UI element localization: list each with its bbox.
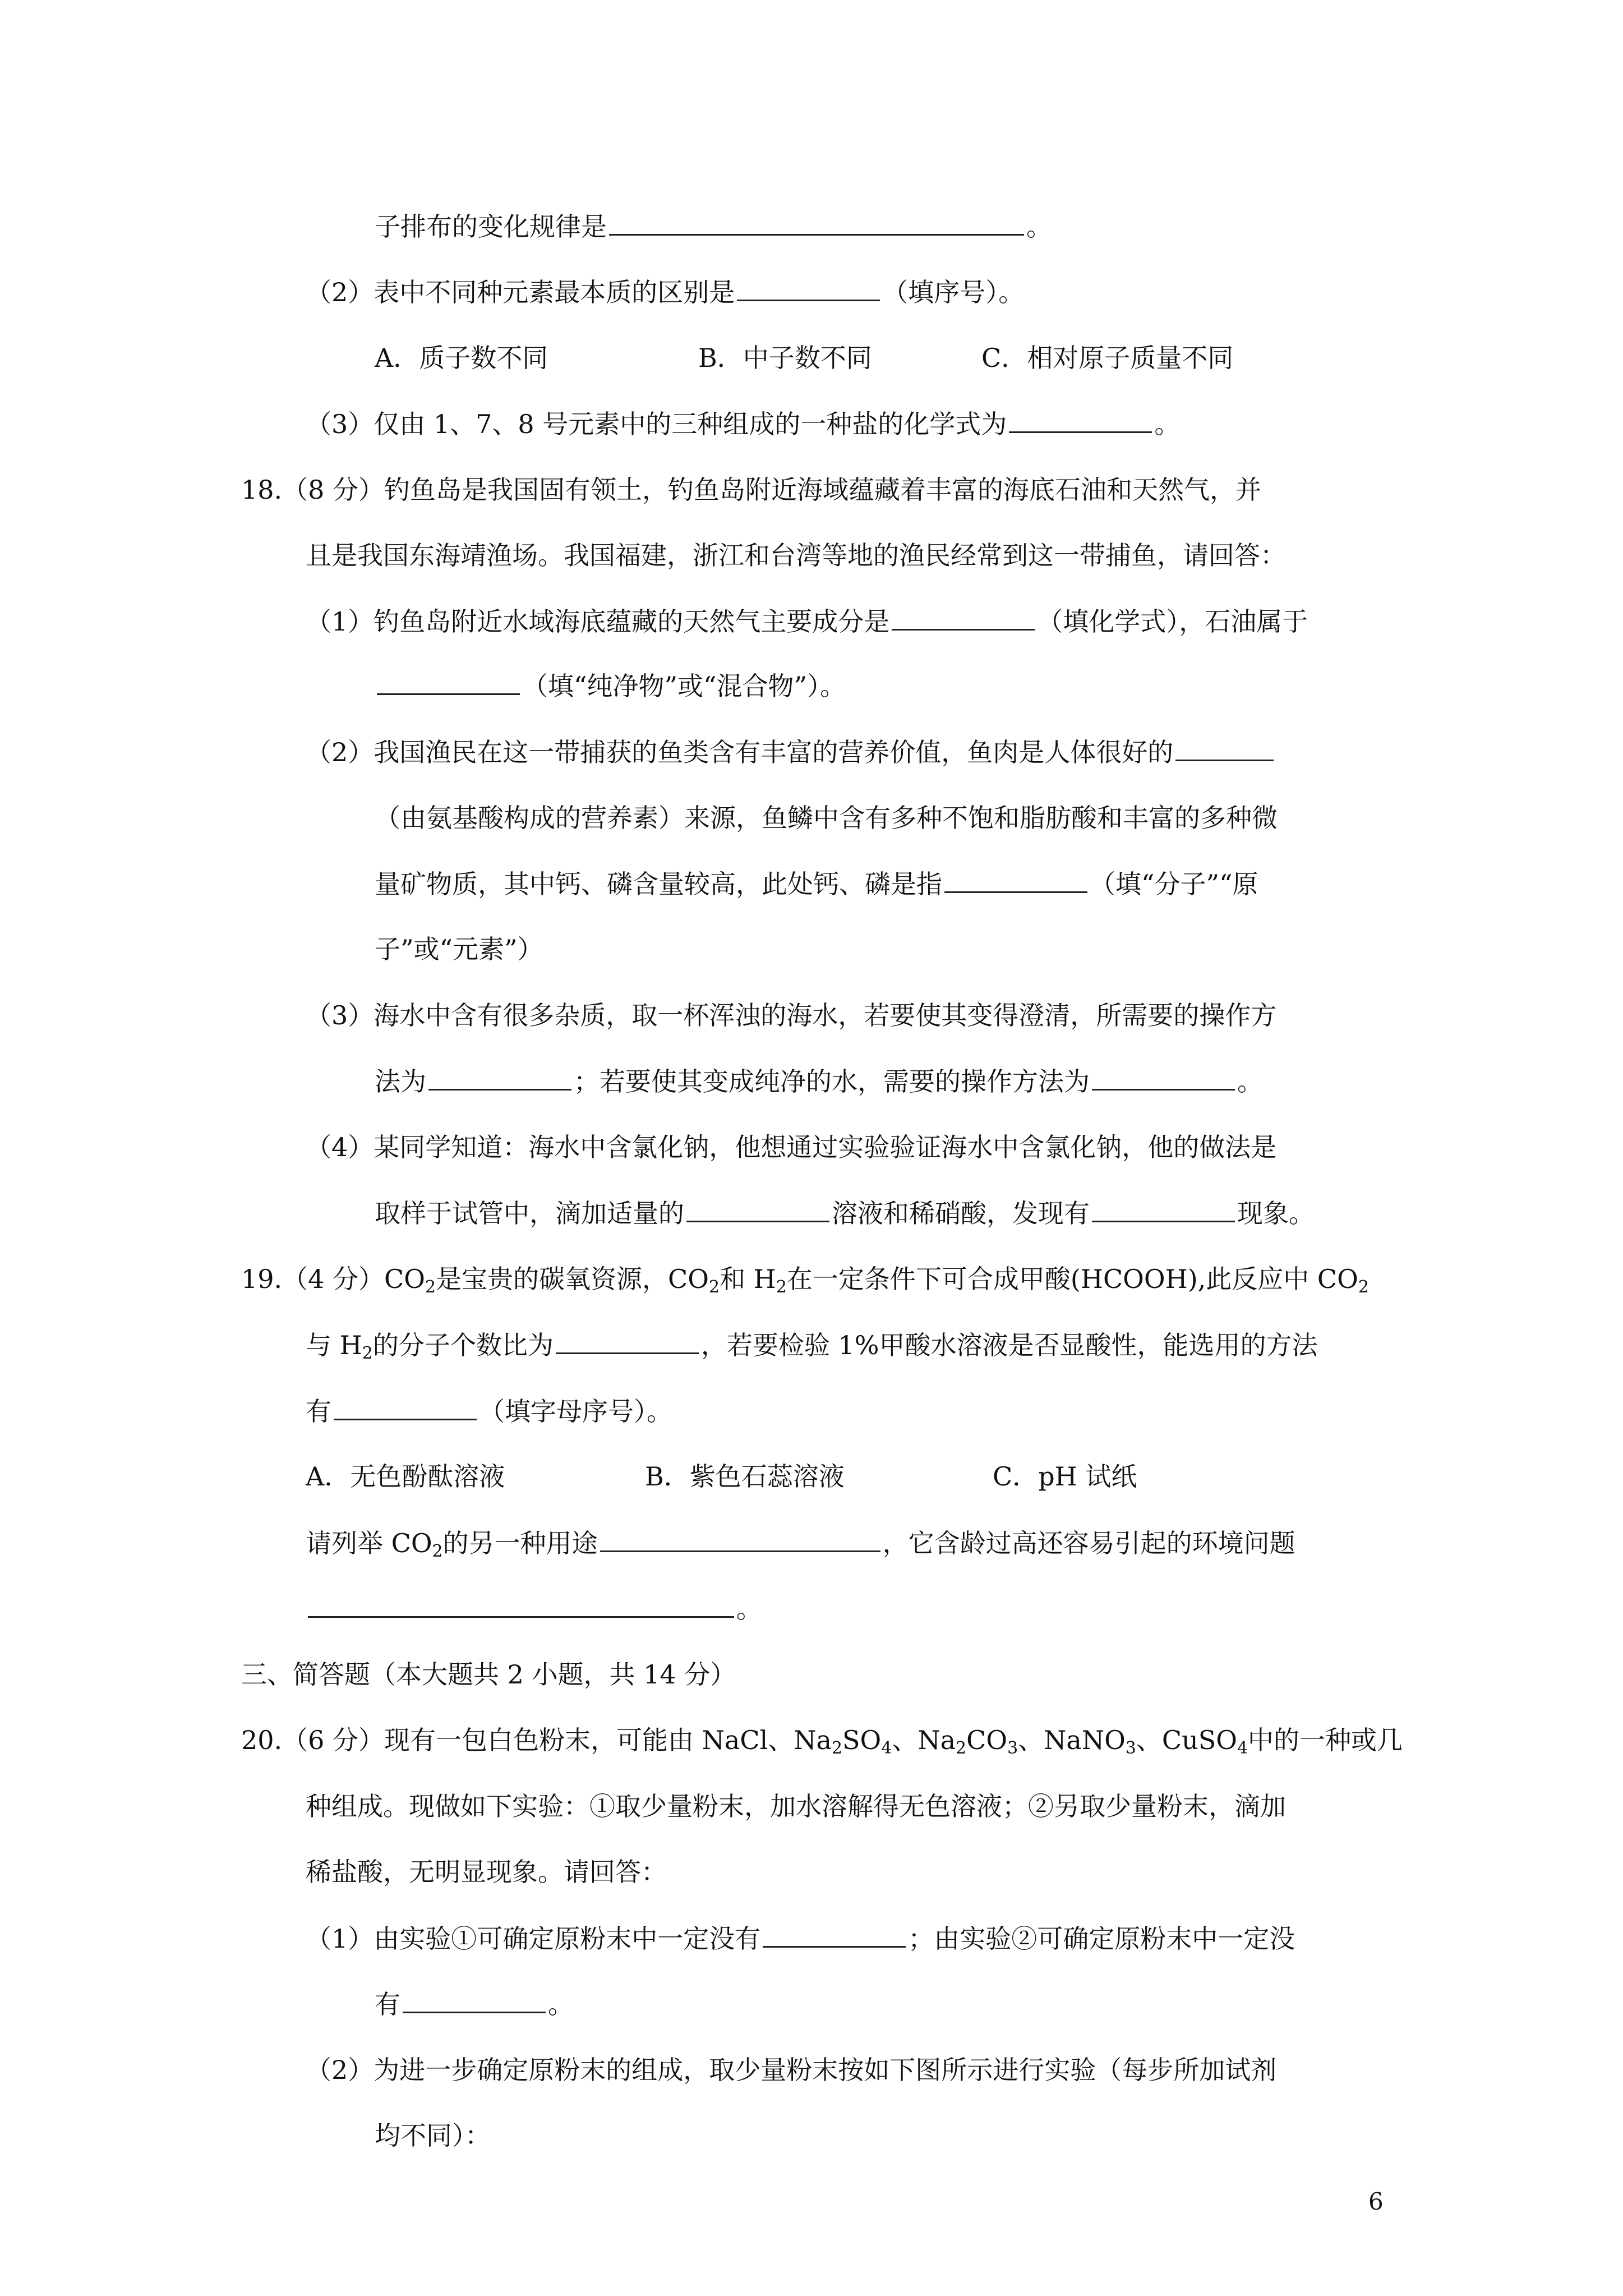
q18-sub2: （2）我国渔民在这一带捕获的鱼类含有丰富的营养价值，鱼肉是人体很好的 [0,735,1623,769]
option-b: B．中子数不同 [698,343,872,373]
q20-line-2: 种组成。现做如下实验：①取少量粉末，加水溶解得无色溶液；②另取少量粉末，滴加 [306,1791,1286,1821]
q18-line-2: 且是我国东海靖渔场。我国福建，浙江和台湾等地的渔民经常到这一带捕鱼，请回答： [306,540,1286,570]
answer-blank[interactable] [763,1921,906,1948]
option-c: C．相对原子质量不同 [981,343,1234,373]
answer-blank[interactable] [600,1526,880,1552]
q18-sub2-l2: （由氨基酸构成的营养素）来源，鱼鳞中含有多种不饱和脂肪酸和丰富的多种微 [375,803,1278,833]
answer-blank[interactable] [1092,1064,1235,1091]
q18-sub1: （1）钓鱼岛附近水域海底蕴藏的天然气主要成分是 （填化学式），石油属于 [0,604,1623,638]
answer-blank[interactable] [686,1196,829,1222]
answer-blank[interactable] [609,209,1024,236]
q18-sub2-l4: 子”或“元素”） [375,934,543,964]
q20-line-3: 稀盐酸，无明显现象。请回答： [306,1857,667,1887]
q20-sub1-cont: 有 。 [0,1987,1623,2021]
answer-blank[interactable] [334,1394,477,1420]
q18-sub2-l3: 量矿物质，其中钙、磷含量较高，此处钙、磷是指 （填“分子”“原 [0,867,1623,901]
q20-sub1: （1）由实验①可确定原粉末中一定没有 ；由实验②可确定原粉末中一定没 [0,1921,1623,1955]
answer-blank[interactable] [1009,407,1152,433]
answer-blank[interactable] [377,669,520,695]
q19-line-5: 请列举 $CO_2$的另一种用途 ，它含龄过高还容易引起的环境问题 [0,1526,1623,1560]
answer-blank[interactable] [556,1328,699,1354]
answer-blank[interactable] [403,1987,546,2013]
page-number: 6 [1368,2188,1384,2215]
answer-blank[interactable] [1092,1196,1235,1222]
answer-blank[interactable] [944,867,1087,893]
q19-line-1: 19.（4 分）$CO_2$是宝贵的碳氧资源，$CO_2$和 $H_2$在一定条件下可合成甲酸(HCOOH),此反应中 $CO_2$ [241,1264,1369,1297]
option-b: B．紫色石蕊溶液 [645,1461,845,1492]
answer-blank[interactable] [1175,735,1274,761]
q18-sub3-l2: 法为 ；若要使其变成纯净的水，需要的操作方法为 。 [0,1064,1623,1098]
section-heading: 三、简答题（本大题共 2 小题，共 14 分） [241,1659,736,1690]
q19-line-2: 与 $H_2$的分子个数比为 ，若要检验 1%甲酸水溶液是否显酸性，能选用的方法 [0,1328,1623,1362]
q19-line-6: 。 [0,1591,1623,1626]
q18-sub1-cont: （填“纯净物”或“混合物”）。 [0,669,1623,703]
q17-sub3: （3）仅由 1、7、8 号元素中的三种组成的一种盐的化学式为 。 [0,407,1623,441]
q18-sub4: （4）某同学知道：海水中含氯化钠，他想通过实验验证海水中含氯化钠，他的做法是 [306,1132,1277,1162]
q18-sub4-l2: 取样于试管中，滴加适量的 溶液和稀硝酸，发现有 现象。 [0,1196,1623,1230]
q20-sub2: （2）为进一步确定原粉末的组成，取少量粉末按如下图所示进行实验（每步所加试剂 [306,2055,1277,2085]
q17-line-cont: 子排布的变化规律是 。 [0,209,1623,243]
q17-sub2: （2）表中不同种元素最本质的区别是 （填序号）。 [0,275,1623,309]
answer-blank[interactable] [737,275,880,301]
answer-blank[interactable] [428,1064,571,1091]
q20-line-1: 20.（6 分）现有一包白色粉末，可能由 NaCl、$Na_2SO_4$、$Na_2CO_3$、NaNO$_3$、CuSO$_4$中的一种或几 [241,1725,1403,1758]
answer-blank[interactable] [892,604,1035,631]
option-c: C．pH 试纸 [993,1461,1137,1492]
answer-blank[interactable] [308,1591,734,1618]
q18-line-1: 18.（8 分）钓鱼岛是我国固有领土，钓鱼岛附近海域蕴藏着丰富的海底石油和天然气，并 [241,475,1262,505]
q19-line-3: 有 （填字母序号）。 [0,1394,1623,1428]
q18-sub3: （3）海水中含有很多杂质，取一杯浑浊的海水，若要使其变得澄清，所需要的操作方 [306,1000,1277,1030]
option-a: A．质子数不同 [375,343,548,373]
option-a: A．无色酚酞溶液 [306,1461,505,1492]
q20-sub2-cont: 均不同）： [375,2120,491,2151]
